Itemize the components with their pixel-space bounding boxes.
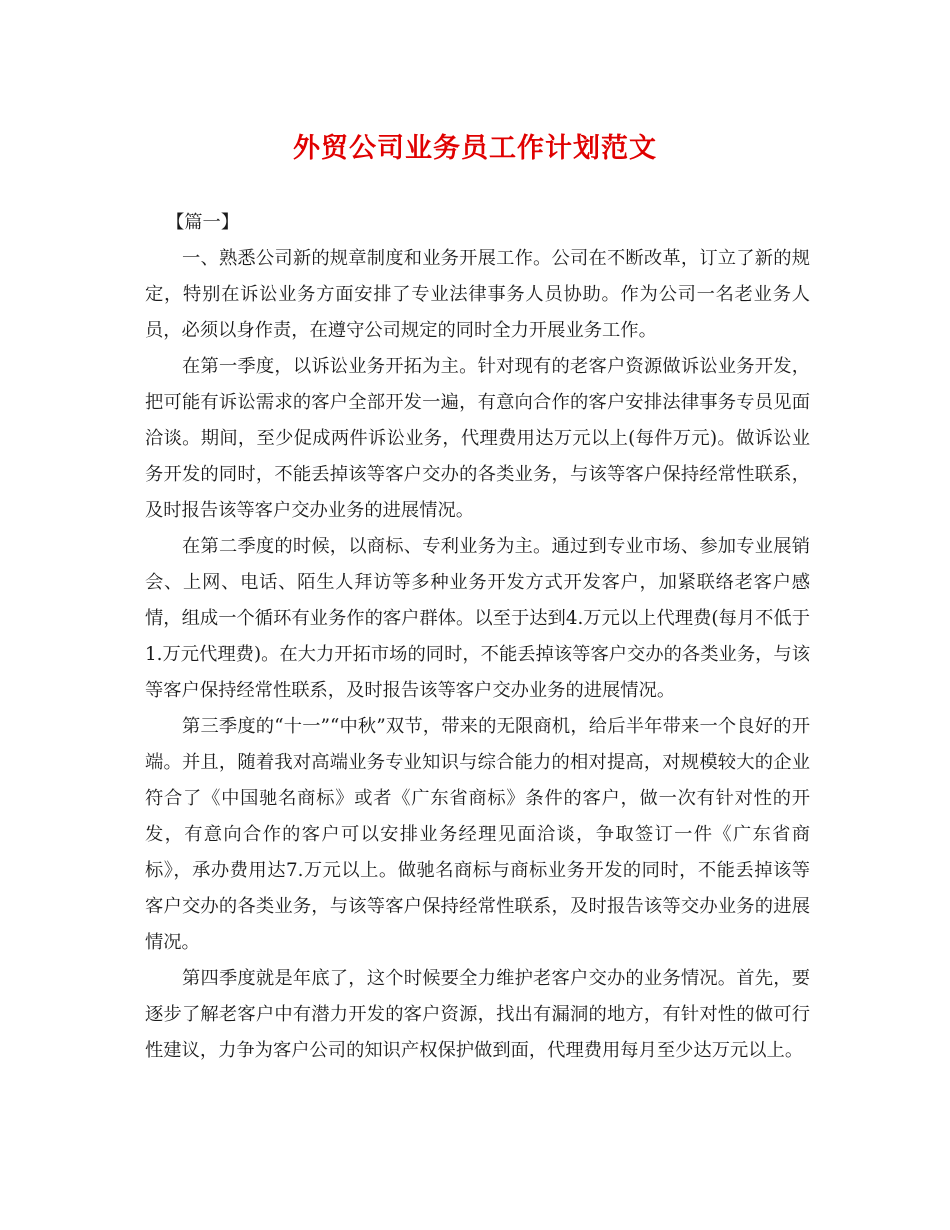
paragraph-5-fourth-quarter: 第四季度就是年底了，这个时候要全力维护老客户交办的业务情况。首先，要逐步了解老客户中有潜力开发的客户资源，找出有漏洞的地方，有针对性的做可行性建议，力争为客户公司的知识产权保护做到面，代理费用每月至少达万元以上。 bbox=[145, 968, 810, 1061]
paragraph-4-third-quarter: 第三季度的“十一”“中秋”双节，带来的无限商机，给后半年带来一个良好的开端。并且，随着我对高端业务专业知识与综合能力的相对提高，对规模较大的企业符合了《中国驰名商标》或者《广东省商标》条件的客户，做一次有针对性的开发，有意向合作的客户可以安排业务经理见面洽谈，争取签订一件《广东省商标》，承办费用达7.万元以上。做驰名商标与商标业务开发的同时，不能丢掉该等客户交办的各类业务，与该等客户保持经常性联系，及时报告该等交办业务的进展情况。 bbox=[145, 716, 810, 953]
document-body bbox=[145, 205, 810, 1069]
section-label: 【篇一】 bbox=[166, 212, 240, 233]
paragraph-2-first-quarter: 在第一季度，以诉讼业务开拓为主。针对现有的老客户资源做诉讼业务开发，把可能有诉讼需求的客户全部开发一遍，有意向合作的客户安排法律事务专员见面洽谈。期间，至少促成两件诉讼业务，代理费用达万元以上(每件万元)。做诉讼业务开发的同时，不能丢掉该等客户交办的各类业务，与该等客户保持经常性联系，及时报告该等客户交办业务的进展情况。 bbox=[145, 356, 810, 521]
document-title: 外贸公司业务员工作计划范文 bbox=[293, 133, 657, 164]
paragraph-3-second-quarter: 在第二季度的时候，以商标、专利业务为主。通过到专业市场、参加专业展销会、上网、电话、陌生人拜访等多种业务开发方式开发客户，加紧联络老客户感情，组成一个循环有业务作的客户群体。以至于达到4.万元以上代理费(每月不低于1.万元代理费)。在大力开拓市场的同时，不能丢掉该等客户交办的各类业务，与该等客户保持经常性联系，及时报告该等客户交办业务的进展情况。 bbox=[145, 536, 810, 701]
paragraph-1-familiarize-rules: 一、熟悉公司新的规章制度和业务开展工作。公司在不断改革，订立了新的规定，特别在诉讼业务方面安排了专业法律事务人员协助。作为公司一名老业务人员，必须以身作责，在遵守公司规定的同时全力开展业务工作。 bbox=[145, 248, 810, 341]
